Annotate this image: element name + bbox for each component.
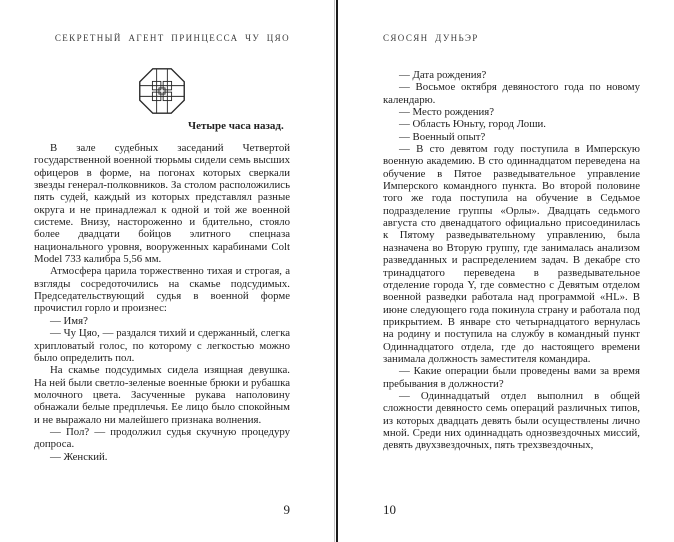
paragraph: Атмосфера царила торжественно тихая и строгая, а взгляды сосредоточились на скамье подсудимых. Председательствующий судья в военной форме прочистил горло и произнес: bbox=[34, 265, 290, 315]
paragraph: — Восьмое октября девяностого года по новому календарю. bbox=[383, 81, 640, 106]
paragraph: — Пол? — продолжил судья скучную процедуру допроса. bbox=[34, 425, 290, 451]
right-page-body-text bbox=[383, 69, 640, 452]
page-gutter-shadow bbox=[334, 0, 335, 542]
paragraph: — Место рождения? bbox=[399, 106, 495, 119]
page-gutter-divider bbox=[336, 0, 338, 542]
paragraph: — Чу Цяо, — раздался тихий и сдержанный, слегка хрипловатый голос, по которому с легкостью можно было определить пол. bbox=[34, 327, 290, 364]
page-number-left: 9 bbox=[283, 502, 290, 517]
octagon-lattice-ornament-icon bbox=[139, 66, 185, 116]
paragraph: — Женский. bbox=[50, 450, 108, 463]
paragraph: — Область Юньту, город Лоши. bbox=[399, 118, 546, 131]
left-page-body-text bbox=[34, 142, 290, 463]
paragraph: — В сто девятом году поступила в Имперскую военную академию. В сто одиннадцатом переведена на обучение в Пятое разведывательное управление Имперского командного пункта. Во второй половине того же года поступила на обучение в Седьмое подразделение группы «Орлы». Двадцать седьмого августа сто двенадцатого официально присоединилась к Пятому разведывательному управлению, была назначена во Вторую группу, где занималась анализом разведданных и распределением задач. В декабре сто тринадцатого переведена в разведывательное отделение города Y, где совместно с Девятым отделом военной разведки работала над программой «HL». В июне следующего года покинула страну и работала под прикрытием. В январе сто четырнадцатого вернулась на родину и поступила на службу в командный пункт Одиннадцатого отдела, где до настоящего времени занимала должность заместителя командира. bbox=[383, 143, 640, 365]
running-head-book-title: СЕКРЕТНЫЙ АГЕНТ ПРИНЦЕССА ЧУ ЦЯО bbox=[54, 33, 290, 43]
paragraph: — Какие операции были проведены вами за время пребывания в должности? bbox=[383, 365, 640, 390]
paragraph: — Дата рождения? bbox=[399, 69, 487, 81]
page-number-right: 10 bbox=[383, 502, 396, 517]
paragraph: — Одиннадцатый отдел выполнил в общей сложности девяносто семь операций различных типов, из которых двадцать девять были осуществлены лично мной. Среди них одиннадцать однозвездочных миссий, девять двухзвездочных, пять трехзвездочных, bbox=[383, 389, 640, 452]
paragraph: — Военный опыт? bbox=[399, 130, 486, 143]
page-right bbox=[337, 0, 674, 542]
chapter-time-caption: Четыре часа назад. bbox=[188, 120, 284, 132]
running-head-author-name: СЯОСЯН ДУНЬЭР bbox=[383, 33, 479, 43]
paragraph: На скамье подсудимых сидела изящная девушка. На ней были светло-зеленые военные брюки и рубашка молочного цвета. Засученные рукава наполовину обнажали белые предплечья. Ее лицо было спокойным и не выражало ни малейшего признака волнения. bbox=[34, 364, 290, 426]
paragraph: В зале судебных заседаний Четвертой государственной военной тюрьмы сидели семь высших офицеров в форме, на погонах которых сверкали звезды генерал-полковников. За столом расположились пять судей, каждый из которых представлял разные округа и не принадлежал к одной и той же военной системе. Внизу, настороженно и бдительно, стояло более двадцати бойцов элитного спецназа национального уровня, вооруженных карабинами Colt Model 733 калибра 5,56 мм. bbox=[34, 142, 290, 266]
paragraph: — Имя? bbox=[50, 314, 88, 327]
